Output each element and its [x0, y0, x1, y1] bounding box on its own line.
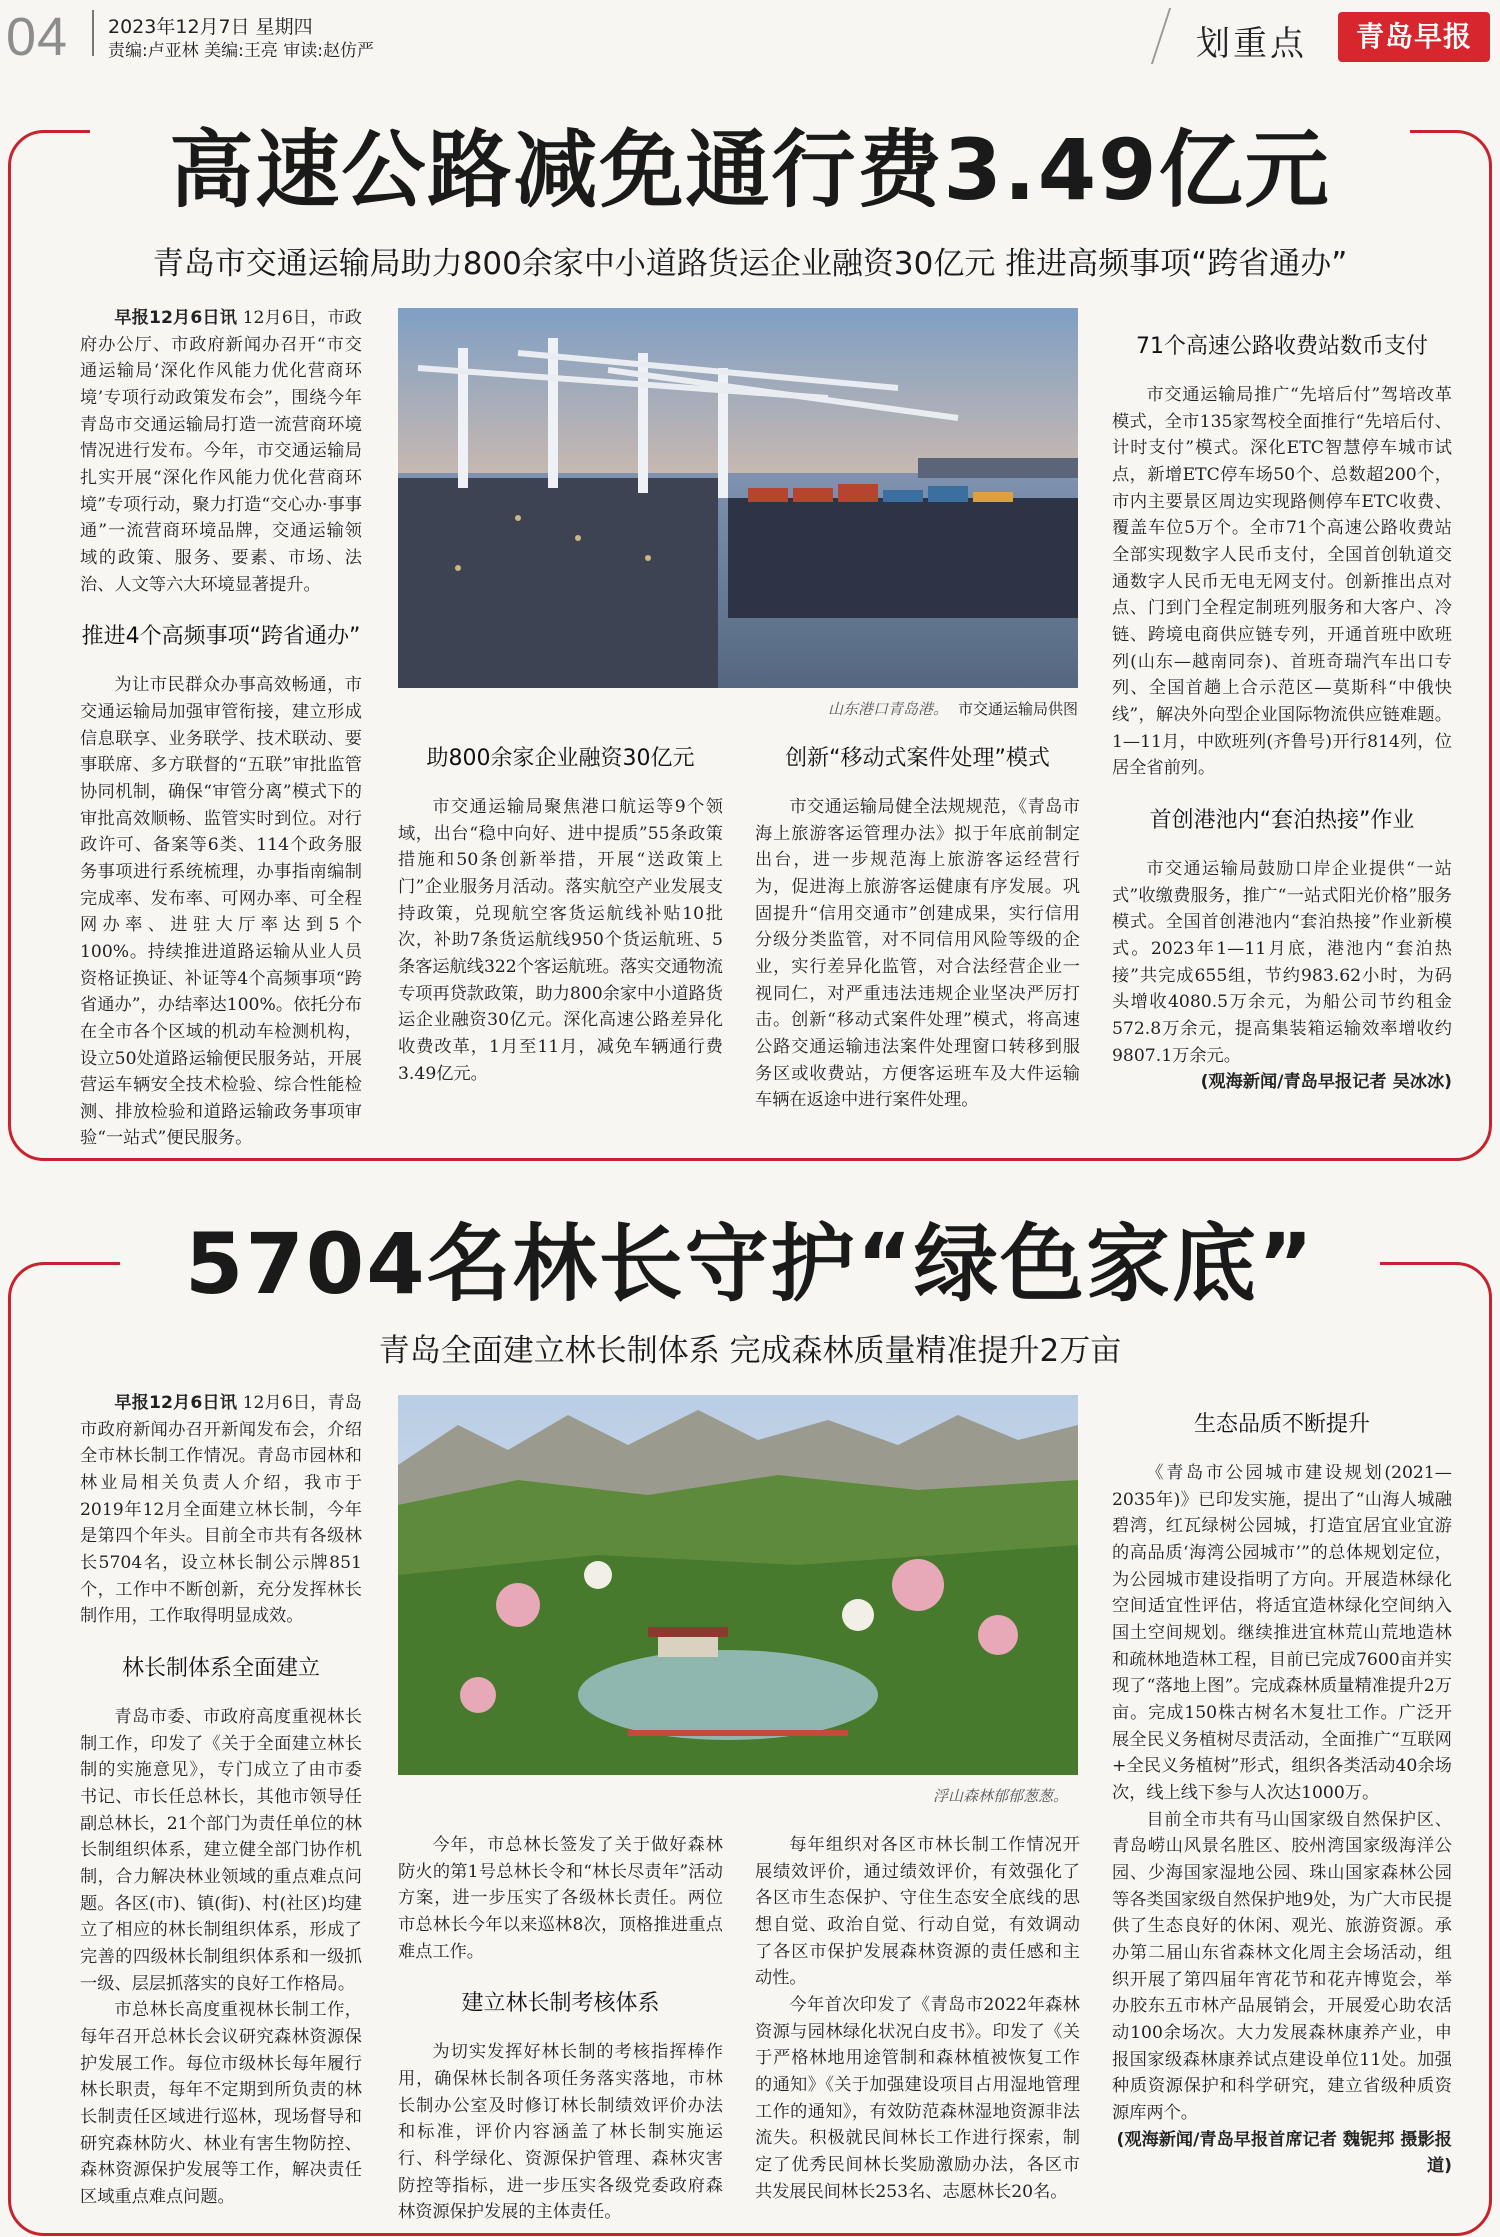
newspaper-logo: 青岛早报 — [1338, 12, 1490, 62]
header-divider — [92, 10, 94, 56]
issue-date: 2023年12月7日 星期四 — [108, 16, 313, 38]
article2-paragraph-4: 《青岛市公园城市建设规划(2021—2035年)》已印发实施，提出了“山海人城融碧湾，红瓦绿树公园城，打造宜居宜业宜游的高品质‘海湾公园城市’”的总体规划定位，为公园城市建设指明了方向。开展造林绿化空间适宜性评估，将适宜造林绿化空间纳入国土空间规划。继续推进宜林荒山荒地造林和疏林地造林工程，目前已完成7600亩并实现了“落地上图”。完成森林质量精准提升2万亩。完成150株古树名木复壮工作。广泛开展全民义务植树尽责活动，全面推广“互联网+全民义务植树”形式，组织各类活动40余场次，线上线下参与人次达1000万。 — [1112, 1463, 1452, 1803]
article1-photo-caption-script: 山东港口青岛港。 — [827, 700, 948, 718]
article1-photo-credit: 市交通运输局供图 — [957, 700, 1078, 718]
article1-headline: 高速公路减免通行费3.49亿元 — [90, 118, 1410, 222]
article1-heading-5: 首创港池内“套泊热接”作业 — [1149, 807, 1415, 833]
article2-photo-caption — [700, 1785, 1078, 1806]
article1-heading-2: 助800余家企业融资30亿元 — [426, 746, 695, 771]
article1-photo-caption — [700, 698, 1078, 719]
article2-column-2 — [398, 1832, 723, 2226]
article2-byline: (观海新闻/青岛早报首席记者 魏铌邦 摄影报道) — [1116, 2129, 1452, 2177]
article2-heading-1: 林长制体系全面建立 — [121, 1655, 320, 1681]
article1-heading-1: 推进4个高频事项“跨省通办” — [81, 624, 361, 650]
article2-paragraph-3: 每年组织对各区市林长制工作情况开展绩效评价，通过绩效评价，有效强化了各区市生态保护、守住生态安全底线的思想自觉、政治自觉、行动自觉，有效调动了各区市保护发展森林资源的责任感和主动性。 — [755, 1835, 1080, 1989]
article1-paragraph-5: 市交通运输局鼓励口岸企业提供“一站式”收缴费服务，推广“一站式阳光价格”服务模式。全国首创港池内“套泊热接”作业新模式。2023年1—11月底，港池内“套泊热接”共完成655组，节约983.62小时，为码头增收4080.5万余元，为船公司节约租金572.8万余元，提高集装箱运输效率增收约9807.1万余元。 — [1112, 859, 1452, 1066]
article2-intro: 12月6日，青岛市政府新闻办召开新闻发布会，介绍全市林长制工作情况。青岛市园林和林业局相关负责人介绍，我市于2019年12月全面建立林长制，今年是第四个年头。目前全市共有各级林长5704名，设立林长制公示牌851个，工作中不断创新，充分发挥林长制作用，工作取得明显成效。 — [80, 1393, 362, 1627]
article2-paragraph-3b: 今年首次印发了《青岛市2022年森林资源与园林绿化状况白皮书》。印发了《关于严格林地用途管制和森林植被恢复工作的通知》《关于加强建设项目占用湿地管理工作的通知》，有效防范森林湿地资源非法流失。积极就民间林长工作进行探索，制定了优秀民间林长奖励激励办法，各区市共发展民间林长253名、志愿林长20名。 — [755, 1994, 1080, 2202]
article1-column-3 — [755, 742, 1080, 1114]
article1-column-2 — [398, 742, 723, 1087]
article1-subheadline: 青岛市交通运输局助力800余家中小道路货运企业融资30亿元 推进高频事项“跨省通办” — [152, 246, 1348, 282]
article2-heading-4: 生态品质不断提升 — [1193, 1412, 1370, 1437]
section-divider — [1151, 8, 1171, 64]
article2-dateline: 早报12月6日讯 — [114, 1393, 237, 1413]
article2-headline: 5704名林长守护“绿色家底” — [120, 1212, 1380, 1316]
article1-heading-3: 创新“移动式案件处理”模式 — [785, 746, 1050, 771]
article2-heading-2: 建立林长制考核体系 — [461, 1991, 660, 2017]
article1-intro: 12月6日，市政府办公厅、市政府新闻办召开“市交通运输局‘深化作风能力优化营商环境’专项行动政策发布会”，围绕今年青岛市交通运输局打造一流营商环境情况进行发布。今年，市交通运输局扎实开展“深化作风能力优化营商环境”专项行动，聚力打造“交心办·事事通”一流营商环境品牌，交通运输领域的政策、服务、要素、市场、法治、人文等六大环境显著提升。 — [80, 308, 362, 595]
article1-paragraph-4: 市交通运输局推广“先培后付”驾培改革模式，全市135家驾校全面推行“先培后付、计时支付”模式。深化ETC智慧停车城市试点，新增ETC停车场50个、总数超200个，市内主要景区周边实现路侧停车ETC收费、覆盖车位5万个。全市71个高速公路收费站全部实现数字人民币支付，全国首创轨道交通数字人民币无电无网支付。创新推出点对点、门到门全程定制班列服务和大客户、冷链、跨境电商供应链专列，开通首班中欧班列(山东—越南同奈)、首班奇瑞汽车出口专列、全国首趟上合示范区—莫斯科“中俄快线”，解决外向型企业国际物流供应链难题。1—11月，中欧班列(齐鲁号)开行814列，位居全省前列。 — [1112, 385, 1452, 779]
port-photo — [398, 308, 1078, 688]
article2-paragraph-1c: 今年，市总林长签发了关于做好森林防火的第1号总林长令和“林长尽责年”活动方案，进一步压实了各级林长责任。两位市总林长今年以来巡林8次，顶格推进重点难点工作。 — [398, 1835, 723, 1962]
article1-dateline: 早报12月6日讯 — [114, 308, 237, 328]
article1-paragraph-1: 为让市民群众办事高效畅通，市交通运输局加强审管衔接，建立形成信息联享、业务联学、技术联动、要事联席、多方联督的“五联”审批监管协同机制，确保“审管分离”模式下的审批高效顺畅、监管实时到位。对行政许可、备案等6类、114个政务服务事项进行系统梳理，办事指南编制完成率、发布率、可网办率、可全程网办率、进驻大厅率达到5个100%。持续推进道路运输从业人员资格证换证、补证等4个高频事项“跨省通办”，办结率达100%。依托分布在全市各个区域的机动车检测机构，设立50处道路运输便民服务站，开展营运车辆安全技术检验、综合性能检测、排放检验和道路运输政务事项审验“一站式”便民服务。 — [80, 675, 362, 1149]
article2-paragraph-4b: 目前全市共有马山国家级自然保护区、青岛崂山风景名胜区、胶州湾国家级海洋公园、少海国家湿地公园、珠山国家森林公园等各类国家级自然保护地9处，为广大市民提供了生态良好的休闲、观光、旅游资源。承办第二届山东省森林文化周主会场活动，组织开展了第四届年宵花节和花卉博览会，举办胶东五市林产品展销会，开展爱心助农活动100余场次。大力发展森林康养产业，申报国家级森林康养试点建设单位11处。加强种质资源保护和科学研究，建立省级种质资源库两个。 — [1112, 1809, 1452, 2123]
article2-subheadline: 青岛全面建立林长制体系 完成森林质量精准提升2万亩 — [378, 1333, 1122, 1369]
article2-column-3 — [755, 1832, 1080, 2205]
section-name: 划重点 — [1196, 24, 1307, 64]
article2-column-1 — [80, 1390, 362, 2210]
article1-paragraph-2: 市交通运输局聚焦港口航运等9个领域，出台“稳中向好、进中提质”55条政策措施和50条创新举措，开展“送政策上门”企业服务月活动。落实航空产业发展支持政策，兑现航空客货运航线补贴10批次，补助7条货运航线950个货运航班、5条客运航线322个客运航班。落实交通物流专项再贷款政策，助力800余家中小道路货运企业融资30亿元。深化高速公路差异化收费改革，1月至11月，减免车辆通行费3.49亿元。 — [398, 797, 723, 1084]
article1-column-4 — [1112, 330, 1452, 1096]
article2-paragraph-2: 为切实发挥好林长制的考核指挥棒作用，确保林长制各项任务落实落地，市林长制办公室及时修订林长制绩效评价办法和标准，评价内容涵盖了林长制实施运行、科学绿化、资源保护管理、森林灾害防控等指标，进一步压实各级党委政府森林资源保护发展的主体责任。 — [398, 2042, 723, 2223]
article1-byline: (观海新闻/青岛早报记者 吴冰冰) — [1200, 1072, 1452, 1093]
page-number: 04 — [6, 7, 69, 67]
staff-credits: 责编:卢亚林 美编:王亮 审读:赵仿严 — [108, 41, 374, 61]
article2-column-4 — [1112, 1408, 1452, 2180]
article2-paragraph-1: 青岛市委、市政府高度重视林长制工作，印发了《关于全面建立林长制的实施意见》，专门成立了由市委书记、市长任总林长，其他市领导任副总林长，21个部门为责任单位的林长制组织体系，建立健全部门协作机制，合力解决林业领域的重点难点问题。各区(市)、镇(街)、村(社区)均建立了相应的林长制组织体系，形成了完善的四级林长制组织体系和一级抓一级、层层抓落实的良好工作格局。 — [80, 1707, 362, 1994]
article2-paragraph-1b: 市总林长高度重视林长制工作，每年召开总林长会议研究森林资源保护发展工作。每位市级林长每年履行林长职责，每年不定期到所负责的林长制责任区域进行巡林，现场督导和研究森林防火、林业有害生物防控、森林资源保护发展等工作，解决责任区域重点难点问题。 — [80, 2000, 362, 2207]
article1-column-1 — [80, 305, 362, 1152]
forest-photo — [398, 1395, 1078, 1775]
article2-photo-caption-script: 浮山森林郁郁葱葱。 — [932, 1787, 1068, 1805]
article1-paragraph-3: 市交通运输局健全法规规范，《青岛市海上旅游客运管理办法》拟于年底前制定出台，进一步规范海上旅游客运经营行为，促进海上旅游客运健康有序发展。巩固提升“信用交通市”创建成果，实行信用分级分类监管，对不同信用风险等级的企业，实行差异化监管，对合法经营企业一视同仁，对严重违法违规企业坚决严厉打击。创新“移动式案件处理”模式，将高速公路交通运输违法案件处理窗口转移到服务区或收费站，方便客运班车及大件运输车辆在返途中进行案件处理。 — [755, 797, 1080, 1111]
article1-heading-4: 71个高速公路收费站数币支付 — [1136, 334, 1428, 359]
